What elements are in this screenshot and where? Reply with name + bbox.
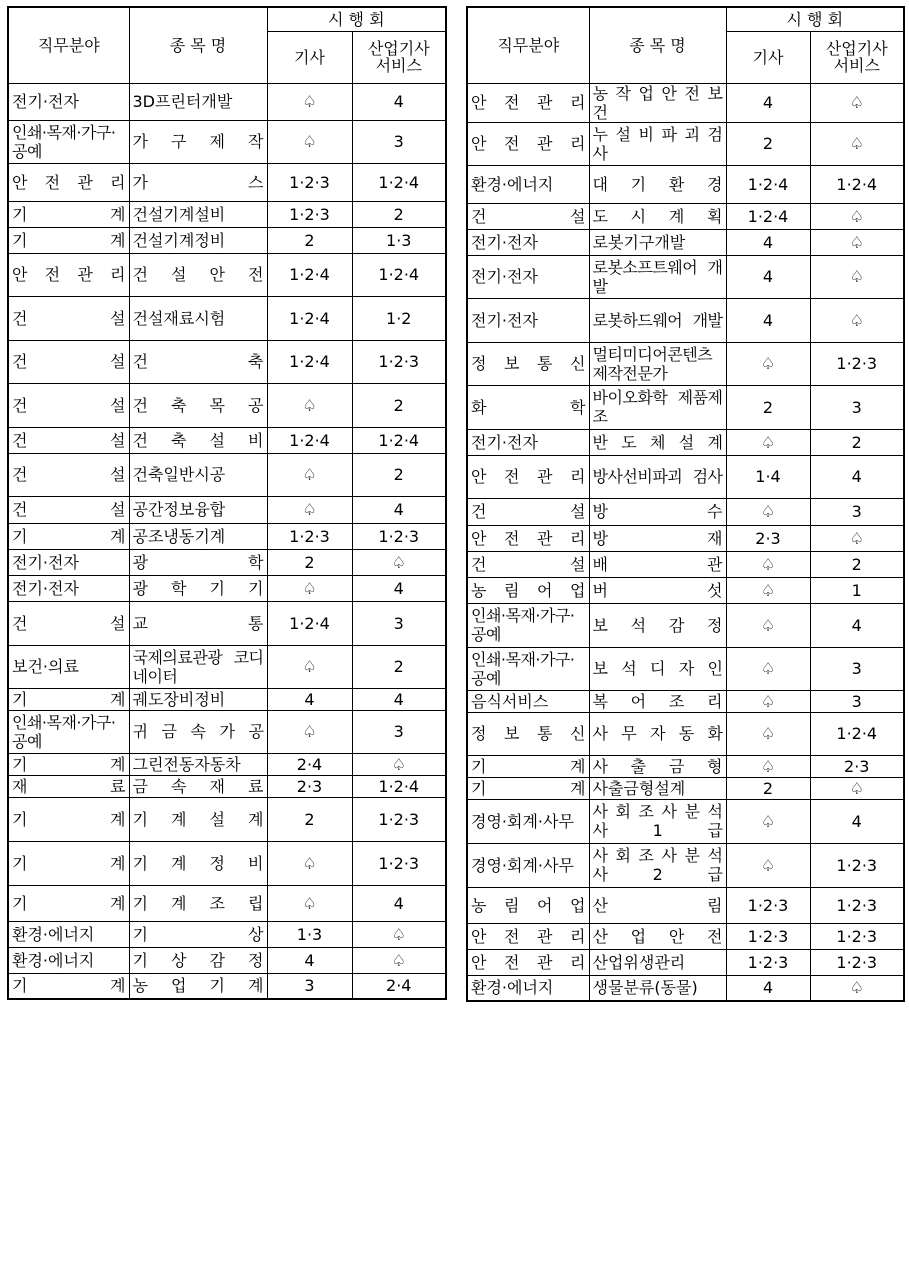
name-cell: 사 회 조 사 분 석 사 1 급 [589, 799, 726, 843]
industrial-cell: 3 [352, 601, 446, 645]
table-row [467, 843, 904, 887]
industrial-cell: ♤ [810, 122, 904, 165]
field-cell: 환경·에너지 [8, 947, 129, 973]
engineer-cell: 1·2·3 [267, 163, 352, 201]
engineer-cell: 1·2·3 [726, 949, 810, 975]
field-cell: 화 학 [467, 385, 589, 429]
table-row [467, 255, 904, 298]
engineer-cell: 2·3 [726, 525, 810, 551]
header-field: 직무분야 [8, 7, 129, 83]
industrial-cell: 3 [352, 710, 446, 753]
engineer-cell: 1·2·4 [267, 601, 352, 645]
industrial-cell: 1·2·4 [352, 775, 446, 797]
field-cell: 정 보 통 신 [467, 342, 589, 385]
name-cell: 사 출 금 형 [589, 755, 726, 777]
table-row [8, 921, 446, 947]
field-cell: 기 계 [8, 973, 129, 999]
table-row [467, 498, 904, 525]
name-cell: 가 구 제 작 [129, 120, 267, 163]
name-cell: 광 학 기 기 [129, 575, 267, 601]
field-cell: 건 설 [467, 498, 589, 525]
field-cell: 기 계 [8, 227, 129, 253]
engineer-cell: ♤ [267, 710, 352, 753]
industrial-cell: 2 [810, 551, 904, 577]
field-cell: 기 계 [8, 885, 129, 921]
engineer-cell: 4 [267, 947, 352, 973]
table-row [467, 551, 904, 577]
table-row [8, 688, 446, 710]
name-cell: 교 통 [129, 601, 267, 645]
field-cell: 농 림 어 업 [467, 887, 589, 923]
table-row [467, 647, 904, 690]
industrial-cell: 4 [810, 455, 904, 498]
name-cell: 사 무 자 동 화 [589, 712, 726, 755]
table-row [467, 385, 904, 429]
field-cell: 전기·전자 [8, 549, 129, 575]
field-cell: 재 료 [8, 775, 129, 797]
table-row [8, 83, 446, 120]
engineer-cell: 2 [267, 227, 352, 253]
name-cell: 건설기계설비 [129, 201, 267, 227]
field-cell: 경영·회계·사무 [467, 799, 589, 843]
table-row [8, 797, 446, 841]
engineer-cell: ♤ [726, 690, 810, 712]
field-cell: 건 설 [8, 383, 129, 427]
industrial-cell: 3 [810, 498, 904, 525]
industrial-cell: 1·2 [352, 296, 446, 340]
header-engineer: 기사 [726, 31, 810, 83]
industrial-cell: ♤ [352, 921, 446, 947]
field-cell: 기 계 [8, 841, 129, 885]
engineer-cell: ♤ [267, 645, 352, 688]
engineer-cell: 1·2·4 [267, 427, 352, 453]
left-table [7, 6, 447, 1000]
table-row [467, 122, 904, 165]
left-table-body [8, 83, 446, 999]
field-cell: 인쇄·목재·가구·공예 [467, 647, 589, 690]
name-cell: 산업위생관리 [589, 949, 726, 975]
engineer-cell: ♤ [726, 799, 810, 843]
table-row [8, 575, 446, 601]
engineer-cell: 2 [726, 777, 810, 799]
header-industrial: 산업기사 서비스 [810, 31, 904, 83]
field-cell: 전기·전자 [8, 575, 129, 601]
table-row [467, 203, 904, 229]
name-cell: 멀티미디어콘텐츠 제작전문가 [589, 342, 726, 385]
table-row [8, 427, 446, 453]
engineer-cell: ♤ [726, 755, 810, 777]
header-rounds: 시 행 회 [726, 7, 904, 31]
field-cell: 건 설 [8, 296, 129, 340]
field-cell: 보건·의료 [8, 645, 129, 688]
industrial-cell: 1·3 [352, 227, 446, 253]
header-engineer: 기사 [267, 31, 352, 83]
right-table-header [467, 7, 904, 83]
field-cell: 전기·전자 [467, 429, 589, 455]
field-cell: 안 전 관 리 [467, 122, 589, 165]
table-row [467, 229, 904, 255]
industrial-cell: ♤ [810, 229, 904, 255]
engineer-cell: 1·2·4 [726, 203, 810, 229]
field-cell: 음식서비스 [467, 690, 589, 712]
field-cell: 정 보 통 신 [467, 712, 589, 755]
engineer-cell: 4 [726, 83, 810, 122]
table-row [8, 973, 446, 999]
name-cell: 기 상 [129, 921, 267, 947]
industrial-cell: 4 [810, 799, 904, 843]
field-cell: 인쇄·목재·가구·공예 [8, 710, 129, 753]
field-cell: 환경·에너지 [8, 921, 129, 947]
engineer-cell: 2 [726, 385, 810, 429]
name-cell: 기 계 조 립 [129, 885, 267, 921]
industrial-cell: 4 [352, 496, 446, 523]
industrial-cell: ♤ [352, 947, 446, 973]
engineer-cell: 4 [726, 298, 810, 342]
engineer-cell: ♤ [726, 647, 810, 690]
industrial-cell: ♤ [810, 83, 904, 122]
name-cell: 공간정보융합 [129, 496, 267, 523]
table-row [467, 799, 904, 843]
left-table-header [8, 7, 446, 83]
industrial-cell: 4 [352, 83, 446, 120]
name-cell: 반 도 체 설 계 [589, 429, 726, 455]
engineer-cell: 2 [267, 797, 352, 841]
engineer-cell: 1·2·3 [267, 201, 352, 227]
engineer-cell: ♤ [267, 83, 352, 120]
table-row [8, 453, 446, 496]
table-row [467, 690, 904, 712]
field-cell: 전기·전자 [467, 229, 589, 255]
industrial-cell: 1·2·3 [352, 841, 446, 885]
table-row [467, 525, 904, 551]
field-cell: 안 전 관 리 [467, 83, 589, 122]
field-cell: 전기·전자 [8, 83, 129, 120]
name-cell: 로봇소프트웨어 개발 [589, 255, 726, 298]
engineer-cell: ♤ [726, 603, 810, 647]
table-row [8, 645, 446, 688]
table-row [8, 296, 446, 340]
table-row [8, 601, 446, 645]
name-cell: 국제의료관광 코디네이터 [129, 645, 267, 688]
field-cell: 환경·에너지 [467, 165, 589, 203]
industrial-cell: 2 [810, 429, 904, 455]
engineer-cell: 1·2·4 [267, 296, 352, 340]
engineer-cell: ♤ [726, 843, 810, 887]
name-cell: 방사선비파괴 검사 [589, 455, 726, 498]
name-cell: 건 설 안 전 [129, 253, 267, 296]
industrial-cell: 4 [352, 885, 446, 921]
engineer-cell: ♤ [726, 498, 810, 525]
table-row [467, 755, 904, 777]
industrial-cell: ♤ [810, 975, 904, 1001]
industrial-cell: 2·3 [810, 755, 904, 777]
engineer-cell: ♤ [726, 429, 810, 455]
industrial-cell: ♤ [810, 525, 904, 551]
field-cell: 기 계 [8, 688, 129, 710]
table-row [467, 165, 904, 203]
name-cell: 누 설 비 파 괴 검 사 [589, 122, 726, 165]
industrial-cell: ♤ [810, 777, 904, 799]
engineer-cell: 2 [267, 549, 352, 575]
engineer-cell: ♤ [267, 841, 352, 885]
field-cell: 환경·에너지 [467, 975, 589, 1001]
industrial-cell: 1·2·4 [352, 427, 446, 453]
engineer-cell: 1·2·4 [267, 340, 352, 383]
field-cell: 기 계 [8, 201, 129, 227]
table-row [8, 523, 446, 549]
field-cell: 안 전 관 리 [467, 949, 589, 975]
engineer-cell: ♤ [267, 575, 352, 601]
industrial-cell: ♤ [352, 753, 446, 775]
field-cell: 인쇄·목재·가구·공예 [8, 120, 129, 163]
field-cell: 기 계 [467, 755, 589, 777]
engineer-cell: ♤ [267, 885, 352, 921]
engineer-cell: 4 [267, 688, 352, 710]
name-cell: 건 축 설 비 [129, 427, 267, 453]
name-cell: 방 수 [589, 498, 726, 525]
table-row [467, 712, 904, 755]
engineer-cell: ♤ [267, 453, 352, 496]
field-cell: 건 설 [467, 203, 589, 229]
table-row [8, 947, 446, 973]
industrial-cell: 1·2·3 [352, 797, 446, 841]
table-row [467, 577, 904, 603]
name-cell: 건축일반시공 [129, 453, 267, 496]
field-cell: 건 설 [8, 340, 129, 383]
industrial-cell: 3 [810, 690, 904, 712]
name-cell: 건 축 [129, 340, 267, 383]
header-rounds: 시 행 회 [267, 7, 446, 31]
engineer-cell: 4 [726, 229, 810, 255]
engineer-cell: 1·3 [267, 921, 352, 947]
name-cell: 로봇기구개발 [589, 229, 726, 255]
engineer-cell: 4 [726, 975, 810, 1001]
name-cell: 산 림 [589, 887, 726, 923]
name-cell: 사 회 조 사 분 석 사 2 급 [589, 843, 726, 887]
name-cell: 기 계 정 비 [129, 841, 267, 885]
engineer-cell: 2·4 [267, 753, 352, 775]
industrial-cell: 1·2·3 [810, 342, 904, 385]
name-cell: 그린전동자동차 [129, 753, 267, 775]
field-cell: 전기·전자 [467, 298, 589, 342]
table-row [8, 163, 446, 201]
header-field: 직무분야 [467, 7, 589, 83]
field-cell: 경영·회계·사무 [467, 843, 589, 887]
table-row [8, 201, 446, 227]
name-cell: 농 작 업 안 전 보 건 [589, 83, 726, 122]
table-row [467, 342, 904, 385]
industrial-cell: ♤ [810, 203, 904, 229]
industrial-cell: 1·2·4 [352, 163, 446, 201]
engineer-cell: 1·4 [726, 455, 810, 498]
table-row [8, 253, 446, 296]
industrial-cell: 3 [810, 385, 904, 429]
field-cell: 안 전 관 리 [8, 163, 129, 201]
field-cell: 전기·전자 [467, 255, 589, 298]
table-row [8, 383, 446, 427]
field-cell: 안 전 관 리 [467, 525, 589, 551]
table-row [467, 777, 904, 799]
field-cell: 농 림 어 업 [467, 577, 589, 603]
engineer-cell: 4 [726, 255, 810, 298]
name-cell: 기 상 감 정 [129, 947, 267, 973]
engineer-cell: ♤ [726, 712, 810, 755]
table-row [8, 775, 446, 797]
table-row [8, 710, 446, 753]
industrial-cell: 1·2·3 [352, 340, 446, 383]
industrial-cell: 1 [810, 577, 904, 603]
field-cell: 기 계 [467, 777, 589, 799]
name-cell: 보 석 감 정 [589, 603, 726, 647]
industrial-cell: 3 [352, 120, 446, 163]
name-cell: 기 계 설 계 [129, 797, 267, 841]
field-cell: 건 설 [467, 551, 589, 577]
industrial-cell: 2 [352, 201, 446, 227]
header-name: 종 목 명 [129, 7, 267, 83]
name-cell: 광 학 [129, 549, 267, 575]
table-row [467, 603, 904, 647]
field-cell: 안 전 관 리 [8, 253, 129, 296]
engineer-cell: ♤ [726, 342, 810, 385]
industrial-cell: 2 [352, 645, 446, 688]
industrial-cell: ♤ [810, 255, 904, 298]
table-row [467, 83, 904, 122]
right-table [466, 6, 905, 1002]
industrial-cell: ♤ [352, 549, 446, 575]
right-table-body [467, 83, 904, 1001]
table-row [8, 549, 446, 575]
field-cell: 건 설 [8, 453, 129, 496]
table-row [8, 841, 446, 885]
industrial-cell: 3 [810, 647, 904, 690]
field-cell: 기 계 [8, 523, 129, 549]
name-cell: 배 관 [589, 551, 726, 577]
industrial-cell: 1·2·3 [810, 949, 904, 975]
field-cell: 안 전 관 리 [467, 455, 589, 498]
engineer-cell: 1·2·4 [267, 253, 352, 296]
table-row [467, 887, 904, 923]
engineer-cell: 1·2·4 [726, 165, 810, 203]
field-cell: 기 계 [8, 797, 129, 841]
name-cell: 금 속 재 료 [129, 775, 267, 797]
table-row [467, 949, 904, 975]
table-row [8, 340, 446, 383]
table-row [467, 429, 904, 455]
industrial-cell: ♤ [810, 298, 904, 342]
name-cell: 건설기계정비 [129, 227, 267, 253]
engineer-cell: 2·3 [267, 775, 352, 797]
industrial-cell: 1·2·3 [810, 887, 904, 923]
engineer-cell: 1·2·3 [267, 523, 352, 549]
industrial-cell: 1·2·3 [810, 923, 904, 949]
industrial-cell: 1·2·4 [810, 712, 904, 755]
name-cell: 바이오화학 제품제조 [589, 385, 726, 429]
table-row [467, 923, 904, 949]
name-cell: 건 축 목 공 [129, 383, 267, 427]
industrial-cell: 1·2·4 [352, 253, 446, 296]
name-cell: 농 업 기 계 [129, 973, 267, 999]
field-cell: 안 전 관 리 [467, 923, 589, 949]
name-cell: 복 어 조 리 [589, 690, 726, 712]
industrial-cell: 2 [352, 383, 446, 427]
field-cell: 건 설 [8, 427, 129, 453]
name-cell: 산 업 안 전 [589, 923, 726, 949]
industrial-cell: 4 [352, 575, 446, 601]
table-row [8, 120, 446, 163]
name-cell: 궤도장비정비 [129, 688, 267, 710]
name-cell: 가 스 [129, 163, 267, 201]
field-cell: 인쇄·목재·가구·공예 [467, 603, 589, 647]
name-cell: 사출금형설계 [589, 777, 726, 799]
field-cell: 건 설 [8, 496, 129, 523]
field-cell: 건 설 [8, 601, 129, 645]
table-row [8, 753, 446, 775]
engineer-cell: ♤ [267, 496, 352, 523]
table-row [8, 227, 446, 253]
industrial-cell: 1·2·3 [810, 843, 904, 887]
name-cell: 버 섯 [589, 577, 726, 603]
header-name: 종 목 명 [589, 7, 726, 83]
name-cell: 공조냉동기계 [129, 523, 267, 549]
name-cell: 건설재료시험 [129, 296, 267, 340]
industrial-cell: 4 [352, 688, 446, 710]
name-cell: 보 석 디 자 인 [589, 647, 726, 690]
engineer-cell: ♤ [267, 120, 352, 163]
field-cell: 기 계 [8, 753, 129, 775]
table-row [467, 455, 904, 498]
table-row [467, 298, 904, 342]
engineer-cell: 1·2·3 [726, 923, 810, 949]
industrial-cell: 1·2·3 [352, 523, 446, 549]
engineer-cell: 1·2·3 [726, 887, 810, 923]
name-cell: 방 재 [589, 525, 726, 551]
name-cell: 생물분류(동물) [589, 975, 726, 1001]
industrial-cell: 1·2·4 [810, 165, 904, 203]
name-cell: 대 기 환 경 [589, 165, 726, 203]
table-row [8, 496, 446, 523]
name-cell: 3D프린터개발 [129, 83, 267, 120]
engineer-cell: ♤ [726, 577, 810, 603]
industrial-cell: 4 [810, 603, 904, 647]
engineer-cell: ♤ [726, 551, 810, 577]
engineer-cell: 2 [726, 122, 810, 165]
name-cell: 로봇하드웨어 개발 [589, 298, 726, 342]
header-industrial: 산업기사 서비스 [352, 31, 446, 83]
table-row [8, 885, 446, 921]
engineer-cell: 3 [267, 973, 352, 999]
industrial-cell: 2 [352, 453, 446, 496]
table-row [467, 975, 904, 1001]
name-cell: 귀 금 속 가 공 [129, 710, 267, 753]
name-cell: 도 시 계 획 [589, 203, 726, 229]
engineer-cell: ♤ [267, 383, 352, 427]
industrial-cell: 2·4 [352, 973, 446, 999]
